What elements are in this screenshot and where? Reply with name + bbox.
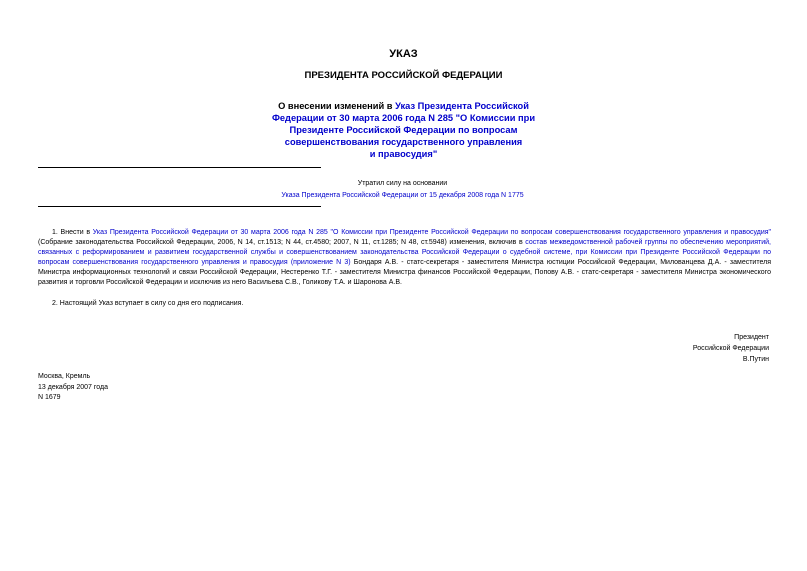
paragraph-1-text-a: (Собрание законодательства Российской Федерации, 2006, N 14, ст.1513; N 44, ст.4580; 2007, N 11, ст.1285; N 48, ст.5948) изменения, включив в <box>38 239 526 246</box>
signature-block <box>693 332 769 365</box>
signature-position: Президент <box>734 334 769 341</box>
title-link-decree-285-line5[interactable]: и правосудия" <box>369 149 438 159</box>
signature-name: В.Путин <box>742 356 769 363</box>
title-link-decree-285-line4[interactable]: совершенствования государственного управления <box>284 137 523 147</box>
repeal-decree-link[interactable]: Указа Президента Российской Федерации от 15 декабря 2008 года N 1775 <box>281 192 524 199</box>
title-link-decree-285-line2[interactable]: Федерации от 30 марта 2006 года N 285 "О Комиссии при <box>271 113 536 123</box>
title-link-decree-285[interactable]: Указ Президента Российской <box>395 101 529 111</box>
paragraph-2: 2. Настоящий Указ вступает в силу со дня его подписания. <box>52 300 244 307</box>
signing-date: 13 декабря 2007 года <box>38 383 109 391</box>
title-link-decree-285-line3[interactable]: Президенте Российской Федерации по вопросам <box>289 125 518 135</box>
place-date-block <box>38 372 108 404</box>
paragraph-1 <box>38 228 771 288</box>
repeal-note-label: Утратил силу на основании <box>357 180 448 187</box>
issuer-heading: ПРЕЗИДЕНТА РОССИЙСКОЙ ФЕДЕРАЦИИ <box>304 70 503 81</box>
signing-place: Москва, Кремль <box>38 373 91 380</box>
divider-bottom <box>38 206 321 207</box>
paragraph-1-text-b: Бондаря А.В. - статс-секретаря - заместителя Министра юстиции Российской Федерации, Милованцева Д.А. - заместителя Министра информационных технологий и связи Российской Федерации, Нестеренко Т.Г. - заместителя Министра финансов Российской Федерации, Попову А.В. - статс-секретаря - заместителя Министра экономического развития и торговли Российской Федерации и исключив из него Васильева С.В., Голикову Т.А. и Шаронова А.В. <box>38 259 771 286</box>
divider-top <box>38 167 321 168</box>
decree-285-link[interactable]: Указ Президента Российской Федерации от 30 марта 2006 года N 285 "О Комиссии при Президенте Российской Федерации по вопросам совершенствования государственного управления и правосудия" <box>92 229 772 236</box>
paragraph-1-lead: 1. Внести в <box>52 229 93 236</box>
decree-number: N 1679 <box>38 394 61 401</box>
appendix-3-link[interactable]: (приложение N 3) <box>290 259 351 266</box>
document-type-heading: УКАЗ <box>389 48 418 60</box>
signature-country: Российской Федерации <box>692 345 769 352</box>
title-prefix: О внесении изменений в <box>278 101 396 111</box>
working-group-link[interactable]: состав межведомственной рабочей группы по обеспечению мероприятий, связанных с реформированием и развитием государственной службы и совершенствованием законодательства Российской Федерации о судебной системе, при Комиссии при Президенте Российской Федерации по вопросам совершенствования государственного управления и правосудия <box>38 239 771 266</box>
document-title <box>0 100 807 160</box>
